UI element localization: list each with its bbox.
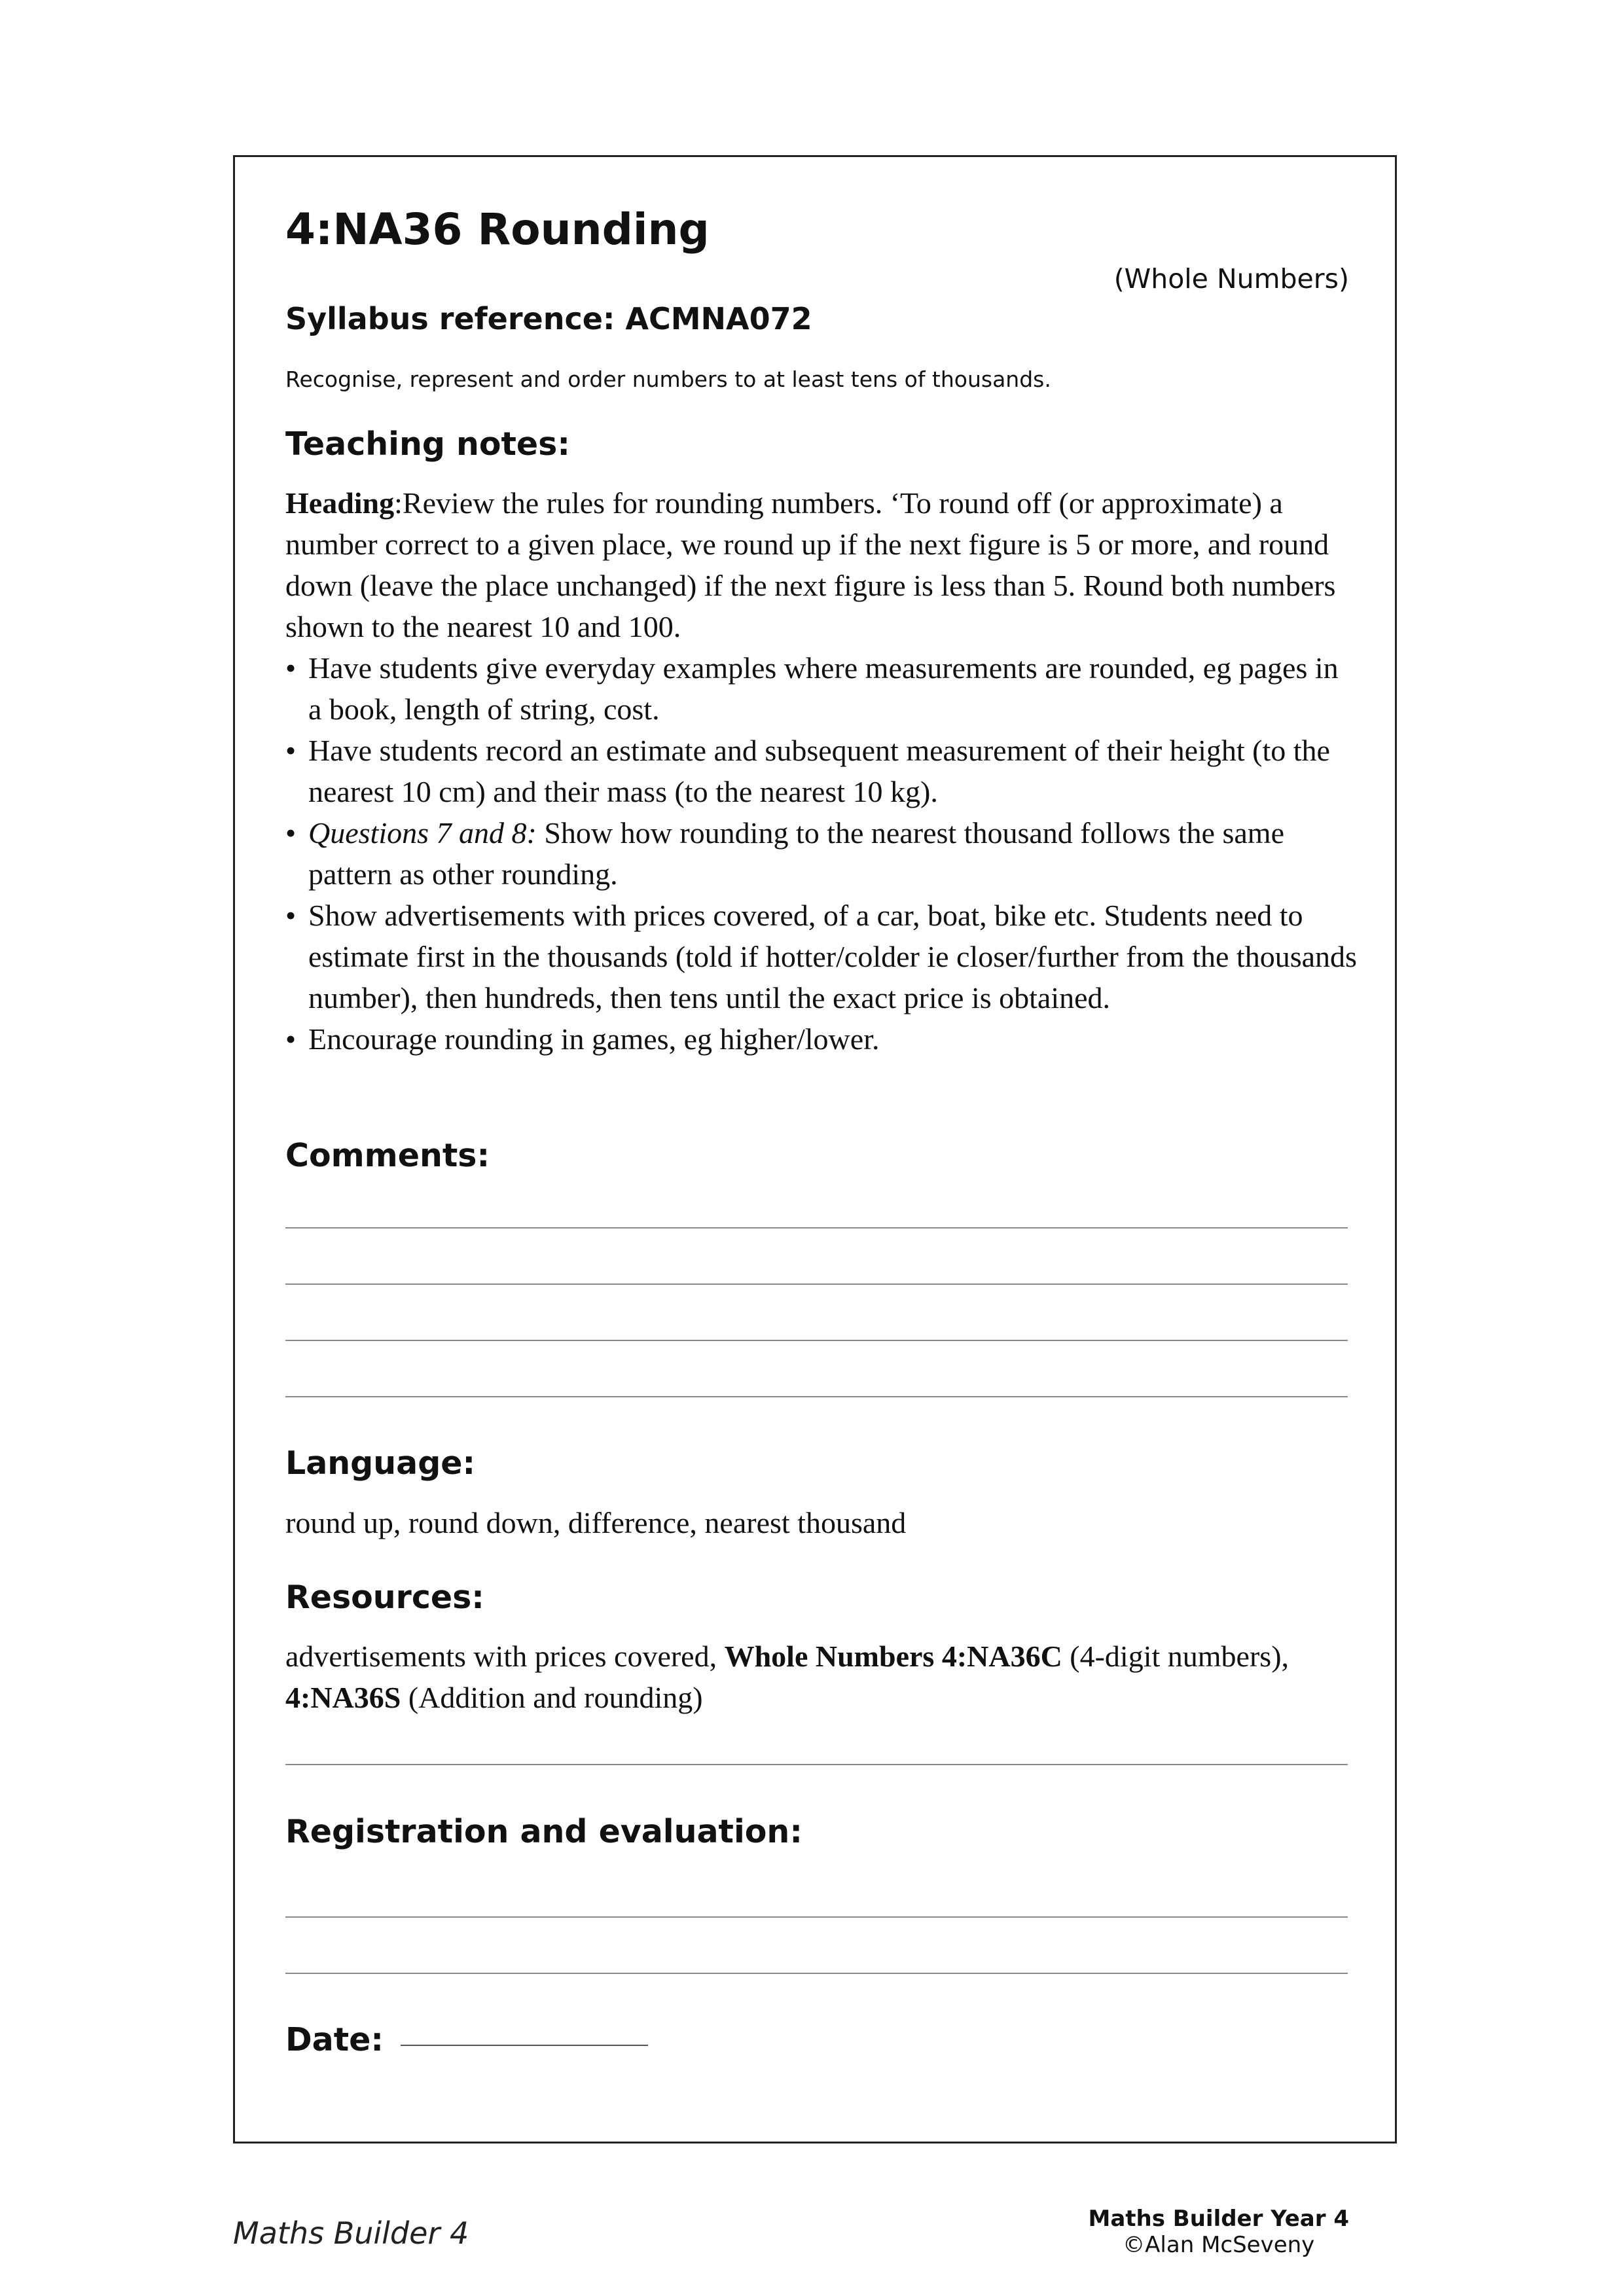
syllabus-reference: Syllabus reference: ACMNA072 xyxy=(285,301,812,336)
language-heading: Language: xyxy=(285,1444,476,1482)
teaching-notes-heading: Teaching notes: xyxy=(285,425,570,463)
resources-text-part: (Addition and rounding) xyxy=(401,1681,703,1714)
footer-copyright: ©Alan McSeveny xyxy=(1123,2232,1315,2258)
comments-line xyxy=(285,1227,1348,1229)
page-title: 4:NA36 Rounding xyxy=(285,204,710,255)
comments-heading: Comments: xyxy=(285,1137,490,1174)
syllabus-description: Recognise, represent and order numbers to at least tens of thousands. xyxy=(285,367,1051,392)
intro-bold: Heading xyxy=(285,486,395,520)
list-item: • Show advertisements with prices covered, of a car, boat, bike etc. Students need to estimate first in the thousands (told if hotter/colder ie closer/further from the thousands number), then hundreds, then tens until the exact price is obtained. xyxy=(285,895,1359,1018)
resources-text-part: advertisements with prices covered, xyxy=(285,1640,725,1673)
teaching-notes-body xyxy=(285,482,1359,1060)
list-item-text: Show how rounding to the nearest thousand follows the same pattern as other rounding. xyxy=(308,816,1284,891)
resources-heading: Resources: xyxy=(285,1579,484,1616)
resources-text-part: (4-digit numbers), xyxy=(1062,1640,1290,1673)
category-label: (Whole Numbers) xyxy=(1113,263,1349,295)
list-item: • Encourage rounding in games, eg higher/lower. xyxy=(285,1018,1359,1060)
resources-text xyxy=(285,1636,1307,1718)
date-label: Date: xyxy=(285,2021,384,2058)
list-item: • Have students give everyday examples where measurements are rounded, eg pages in a book, length of string, cost. xyxy=(285,647,1359,730)
teaching-notes-intro xyxy=(285,482,1359,647)
resources-link-whole-numbers: Whole Numbers 4:NA36C xyxy=(724,1640,1062,1673)
list-item xyxy=(285,812,1359,895)
footer-left: Maths Builder 4 xyxy=(233,2215,469,2251)
intro-text: :Review the rules for rounding numbers. ‘To round off (or approximate) a number correct to a given place, we round up if the next figure is 5 or more, and round down (leave the place unchanged) if the next figure is less than 5. Round both numbers shown to the nearest 10 and 100. xyxy=(285,486,1336,643)
comments-line xyxy=(285,1283,1348,1285)
footer-title: Maths Builder Year 4 xyxy=(1088,2206,1349,2232)
date-line xyxy=(401,2045,648,2046)
comments-line xyxy=(285,1396,1348,1397)
footer-right xyxy=(1088,2206,1349,2258)
language-text: round up, round down, difference, nearest thousand xyxy=(285,1506,907,1539)
resources-line xyxy=(285,1764,1348,1765)
registration-heading: Registration and evaluation: xyxy=(285,1813,803,1850)
comments-line xyxy=(285,1340,1348,1341)
registration-line xyxy=(285,1916,1348,1918)
registration-line xyxy=(285,1973,1348,1974)
list-item-italic: Questions 7 and 8: xyxy=(308,816,537,850)
teaching-notes-list xyxy=(285,647,1359,1060)
list-item: • Have students record an estimate and subsequent measurement of their height (to the nearest 10 cm) and their mass (to the nearest 10 kg). xyxy=(285,730,1359,812)
resources-link-na36s: 4:NA36S xyxy=(285,1681,401,1714)
